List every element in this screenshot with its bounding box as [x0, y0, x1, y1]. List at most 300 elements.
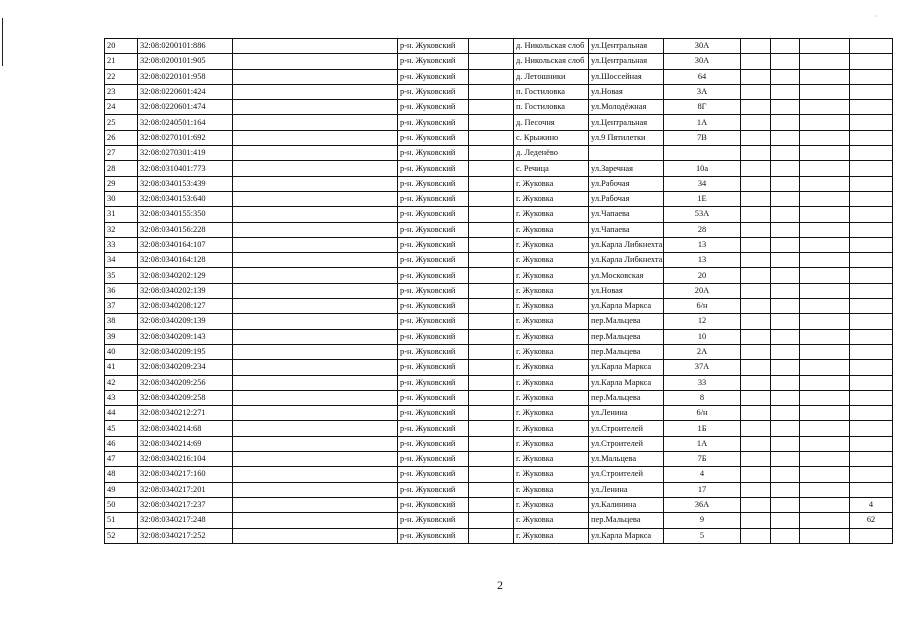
blank-cell-cell: [233, 390, 398, 405]
row-number-cell: 36: [105, 283, 138, 298]
blank-cell-cell: [741, 528, 771, 543]
cadastral-number-cell: 32:08:0340217:160: [138, 467, 233, 482]
house-number-cell: 12: [664, 314, 741, 329]
district-cell: р-н. Жуковский: [398, 283, 469, 298]
blank-cell-cell: [771, 513, 800, 528]
row-number-cell: 25: [105, 115, 138, 130]
house-number-cell: 53А: [664, 207, 741, 222]
table-row: [105, 513, 893, 528]
blank-cell-cell: [771, 268, 800, 283]
blank-cell-cell: [800, 84, 850, 99]
extra-value-cell: [850, 54, 893, 69]
blank-cell-cell: [233, 406, 398, 421]
table-row: [105, 115, 893, 130]
blank-cell-cell: [741, 253, 771, 268]
table-row: [105, 84, 893, 99]
blank-cell-cell: [741, 100, 771, 115]
house-number-cell: 10: [664, 329, 741, 344]
district-cell: р-н. Жуковский: [398, 84, 469, 99]
settlement-cell: г. Жуковка: [514, 314, 589, 329]
row-number-cell: 51: [105, 513, 138, 528]
cadastral-number-cell: 32:08:0340217:237: [138, 497, 233, 512]
street-cell: пер.Мальцева: [589, 329, 664, 344]
settlement-cell: г. Жуковка: [514, 299, 589, 314]
settlement-cell: г. Жуковка: [514, 513, 589, 528]
table-row: [105, 191, 893, 206]
blank-cell-cell: [233, 146, 398, 161]
cadastral-register-table: [104, 38, 893, 544]
blank-cell-cell: [741, 237, 771, 252]
blank-cell-cell: [771, 467, 800, 482]
district-cell: р-н. Жуковский: [398, 176, 469, 191]
blank-cell-cell: [469, 360, 514, 375]
table-row: [105, 329, 893, 344]
blank-cell-cell: [741, 176, 771, 191]
cadastral-number-cell: 32:08:0240501:164: [138, 115, 233, 130]
row-number-cell: 46: [105, 436, 138, 451]
blank-cell-cell: [800, 69, 850, 84]
blank-cell-cell: [800, 497, 850, 512]
table-row: [105, 268, 893, 283]
extra-value-cell: [850, 283, 893, 298]
table-row: [105, 207, 893, 222]
blank-cell-cell: [741, 513, 771, 528]
settlement-cell: г. Жуковка: [514, 329, 589, 344]
blank-cell-cell: [233, 375, 398, 390]
table-row: [105, 375, 893, 390]
street-cell: ул.Заречная: [589, 161, 664, 176]
house-number-cell: 8: [664, 390, 741, 405]
blank-cell-cell: [233, 467, 398, 482]
house-number-cell: 3А: [664, 84, 741, 99]
table-row: [105, 360, 893, 375]
blank-cell-cell: [771, 237, 800, 252]
blank-cell-cell: [233, 54, 398, 69]
house-number-cell: 20: [664, 268, 741, 283]
district-cell: р-н. Жуковский: [398, 375, 469, 390]
row-number-cell: 37: [105, 299, 138, 314]
house-number-cell: 7Б: [664, 452, 741, 467]
street-cell: ул.Чапаева: [589, 207, 664, 222]
blank-cell-cell: [800, 161, 850, 176]
blank-cell-cell: [233, 329, 398, 344]
house-number-cell: 37А: [664, 360, 741, 375]
settlement-cell: г. Жуковка: [514, 360, 589, 375]
row-number-cell: 24: [105, 100, 138, 115]
blank-cell-cell: [233, 528, 398, 543]
table-row: [105, 176, 893, 191]
street-cell: пер.Мальцева: [589, 344, 664, 359]
district-cell: р-н. Жуковский: [398, 100, 469, 115]
extra-value-cell: [850, 84, 893, 99]
extra-value-cell: [850, 482, 893, 497]
extra-value-cell: [850, 452, 893, 467]
street-cell: ул.Ленина: [589, 482, 664, 497]
blank-cell-cell: [741, 84, 771, 99]
blank-cell-cell: [771, 222, 800, 237]
street-cell: ул.Карла Либкнехта: [589, 253, 664, 268]
margin-mark: [2, 18, 3, 66]
blank-cell-cell: [800, 207, 850, 222]
house-number-cell: 5: [664, 528, 741, 543]
extra-value-cell: [850, 39, 893, 54]
cadastral-number-cell: 32:08:0340164:107: [138, 237, 233, 252]
row-number-cell: 20: [105, 39, 138, 54]
extra-value-cell: [850, 375, 893, 390]
blank-cell-cell: [469, 191, 514, 206]
cadastral-number-cell: 32:08:0340202:139: [138, 283, 233, 298]
blank-cell-cell: [233, 207, 398, 222]
extra-value-cell: [850, 268, 893, 283]
blank-cell-cell: [800, 39, 850, 54]
settlement-cell: г. Жуковка: [514, 222, 589, 237]
row-number-cell: 50: [105, 497, 138, 512]
row-number-cell: 39: [105, 329, 138, 344]
table-row: [105, 161, 893, 176]
street-cell: [589, 146, 664, 161]
blank-cell-cell: [233, 436, 398, 451]
table-row: [105, 146, 893, 161]
blank-cell-cell: [233, 253, 398, 268]
table-row: [105, 237, 893, 252]
blank-cell-cell: [771, 299, 800, 314]
street-cell: пер.Мальцева: [589, 513, 664, 528]
table-row: [105, 54, 893, 69]
blank-cell-cell: [233, 191, 398, 206]
blank-cell-cell: [771, 452, 800, 467]
extra-value-cell: 4: [850, 497, 893, 512]
street-cell: ул.Молодёжная: [589, 100, 664, 115]
district-cell: р-н. Жуковский: [398, 344, 469, 359]
district-cell: р-н. Жуковский: [398, 452, 469, 467]
blank-cell-cell: [800, 452, 850, 467]
blank-cell-cell: [233, 497, 398, 512]
row-number-cell: 40: [105, 344, 138, 359]
district-cell: р-н. Жуковский: [398, 237, 469, 252]
settlement-cell: г. Жуковка: [514, 528, 589, 543]
blank-cell-cell: [800, 467, 850, 482]
table-row: [105, 299, 893, 314]
blank-cell-cell: [800, 299, 850, 314]
blank-cell-cell: [469, 421, 514, 436]
house-number-cell: 30А: [664, 54, 741, 69]
table-row: [105, 406, 893, 421]
district-cell: р-н. Жуковский: [398, 146, 469, 161]
blank-cell-cell: [800, 130, 850, 145]
street-cell: ул.Московская: [589, 268, 664, 283]
blank-cell-cell: [469, 283, 514, 298]
extra-value-cell: [850, 146, 893, 161]
house-number-cell: 30А: [664, 39, 741, 54]
house-number-cell: 4: [664, 467, 741, 482]
cadastral-number-cell: 32:08:0340202:129: [138, 268, 233, 283]
house-number-cell: 36А: [664, 497, 741, 512]
extra-value-cell: 62: [850, 513, 893, 528]
table-body: [105, 39, 893, 544]
house-number-cell: 34: [664, 176, 741, 191]
blank-cell-cell: [233, 100, 398, 115]
table-row: [105, 39, 893, 54]
blank-cell-cell: [771, 375, 800, 390]
district-cell: р-н. Жуковский: [398, 497, 469, 512]
blank-cell-cell: [469, 482, 514, 497]
district-cell: р-н. Жуковский: [398, 482, 469, 497]
house-number-cell: 33: [664, 375, 741, 390]
extra-value-cell: [850, 207, 893, 222]
blank-cell-cell: [469, 268, 514, 283]
district-cell: р-н. Жуковский: [398, 253, 469, 268]
blank-cell-cell: [771, 497, 800, 512]
blank-cell-cell: [469, 237, 514, 252]
cadastral-number-cell: 32:08:0340209:256: [138, 375, 233, 390]
blank-cell-cell: [741, 497, 771, 512]
district-cell: р-н. Жуковский: [398, 115, 469, 130]
blank-cell-cell: [741, 390, 771, 405]
street-cell: ул.Строителей: [589, 467, 664, 482]
district-cell: р-н. Жуковский: [398, 406, 469, 421]
blank-cell-cell: [800, 314, 850, 329]
street-cell: ул.Шоссейная: [589, 69, 664, 84]
cadastral-number-cell: 32:08:0340153:640: [138, 191, 233, 206]
settlement-cell: г. Жуковка: [514, 344, 589, 359]
settlement-cell: г. Жуковка: [514, 421, 589, 436]
blank-cell-cell: [233, 299, 398, 314]
settlement-cell: с. Крыжино: [514, 130, 589, 145]
table-row: [105, 222, 893, 237]
page-number: 2: [497, 578, 503, 592]
blank-cell-cell: [800, 176, 850, 191]
settlement-cell: г. Жуковка: [514, 390, 589, 405]
table-row: [105, 452, 893, 467]
blank-cell-cell: [741, 69, 771, 84]
extra-value-cell: [850, 130, 893, 145]
table-row: [105, 283, 893, 298]
district-cell: р-н. Жуковский: [398, 130, 469, 145]
district-cell: р-н. Жуковский: [398, 39, 469, 54]
blank-cell-cell: [771, 344, 800, 359]
blank-cell-cell: [800, 100, 850, 115]
table-row: [105, 528, 893, 543]
house-number-cell: 17: [664, 482, 741, 497]
row-number-cell: 33: [105, 237, 138, 252]
blank-cell-cell: [741, 482, 771, 497]
blank-cell-cell: [469, 161, 514, 176]
blank-cell-cell: [741, 130, 771, 145]
cadastral-number-cell: 32:08:0340212:271: [138, 406, 233, 421]
district-cell: р-н. Жуковский: [398, 513, 469, 528]
blank-cell-cell: [469, 207, 514, 222]
table-row: [105, 253, 893, 268]
blank-cell-cell: [233, 452, 398, 467]
street-cell: ул.Чапаева: [589, 222, 664, 237]
table-row: [105, 467, 893, 482]
district-cell: р-н. Жуковский: [398, 421, 469, 436]
blank-cell-cell: [800, 513, 850, 528]
settlement-cell: д. Леденёво: [514, 146, 589, 161]
blank-cell-cell: [469, 54, 514, 69]
street-cell: ул.Карла Маркса: [589, 375, 664, 390]
blank-cell-cell: [741, 54, 771, 69]
blank-cell-cell: [233, 39, 398, 54]
street-cell: ул.Карла Маркса: [589, 528, 664, 543]
settlement-cell: г. Жуковка: [514, 436, 589, 451]
row-number-cell: 28: [105, 161, 138, 176]
settlement-cell: д. Никольская слоб: [514, 54, 589, 69]
blank-cell-cell: [771, 84, 800, 99]
cadastral-number-cell: 32:08:0340209:234: [138, 360, 233, 375]
blank-cell-cell: [233, 222, 398, 237]
blank-cell-cell: [800, 390, 850, 405]
table-row: [105, 390, 893, 405]
row-number-cell: 27: [105, 146, 138, 161]
house-number-cell: 20А: [664, 283, 741, 298]
blank-cell-cell: [469, 375, 514, 390]
blank-cell-cell: [771, 100, 800, 115]
street-cell: пер.Мальцева: [589, 390, 664, 405]
cadastral-number-cell: 32:08:0340155:350: [138, 207, 233, 222]
blank-cell-cell: [800, 482, 850, 497]
blank-cell-cell: [469, 314, 514, 329]
blank-cell-cell: [233, 344, 398, 359]
cadastral-number-cell: 32:08:0220601:474: [138, 100, 233, 115]
row-number-cell: 34: [105, 253, 138, 268]
row-number-cell: 42: [105, 375, 138, 390]
blank-cell-cell: [771, 39, 800, 54]
blank-cell-cell: [469, 299, 514, 314]
house-number-cell: 7В: [664, 130, 741, 145]
blank-cell-cell: [800, 54, 850, 69]
cadastral-number-cell: 32:08:0270301:419: [138, 146, 233, 161]
settlement-cell: п. Гостиловка: [514, 100, 589, 115]
settlement-cell: г. Жуковка: [514, 268, 589, 283]
district-cell: р-н. Жуковский: [398, 467, 469, 482]
house-number-cell: 1Е: [664, 191, 741, 206]
row-number-cell: 26: [105, 130, 138, 145]
district-cell: р-н. Жуковский: [398, 360, 469, 375]
row-number-cell: 22: [105, 69, 138, 84]
house-number-cell: 1А: [664, 115, 741, 130]
street-cell: ул.9 Пятилетки: [589, 130, 664, 145]
blank-cell-cell: [741, 299, 771, 314]
blank-cell-cell: [233, 115, 398, 130]
cadastral-number-cell: 32:08:0200101:905: [138, 54, 233, 69]
settlement-cell: г. Жуковка: [514, 452, 589, 467]
row-number-cell: 21: [105, 54, 138, 69]
extra-value-cell: [850, 161, 893, 176]
row-number-cell: 48: [105, 467, 138, 482]
district-cell: р-н. Жуковский: [398, 299, 469, 314]
table-row: [105, 436, 893, 451]
table-row: [105, 100, 893, 115]
extra-value-cell: [850, 406, 893, 421]
house-number-cell: 2А: [664, 344, 741, 359]
street-cell: ул.Карла Либкнехта: [589, 237, 664, 252]
blank-cell-cell: [233, 314, 398, 329]
blank-cell-cell: [469, 222, 514, 237]
blank-cell-cell: [800, 344, 850, 359]
table-row: [105, 344, 893, 359]
street-cell: ул.Центральная: [589, 39, 664, 54]
extra-value-cell: [850, 314, 893, 329]
blank-cell-cell: [771, 314, 800, 329]
blank-cell-cell: [469, 467, 514, 482]
blank-cell-cell: [771, 176, 800, 191]
blank-cell-cell: [469, 39, 514, 54]
settlement-cell: д. Никольская слоб: [514, 39, 589, 54]
blank-cell-cell: [741, 283, 771, 298]
blank-cell-cell: [771, 421, 800, 436]
blank-cell-cell: [233, 69, 398, 84]
district-cell: р-н. Жуковский: [398, 314, 469, 329]
district-cell: р-н. Жуковский: [398, 528, 469, 543]
district-cell: р-н. Жуковский: [398, 191, 469, 206]
district-cell: р-н. Жуковский: [398, 222, 469, 237]
district-cell: р-н. Жуковский: [398, 329, 469, 344]
extra-value-cell: [850, 253, 893, 268]
blank-cell-cell: [771, 329, 800, 344]
extra-value-cell: [850, 100, 893, 115]
blank-cell-cell: [233, 482, 398, 497]
cadastral-number-cell: 32:08:0310401:773: [138, 161, 233, 176]
blank-cell-cell: [800, 253, 850, 268]
settlement-cell: г. Жуковка: [514, 237, 589, 252]
extra-value-cell: [850, 436, 893, 451]
street-cell: ул.Ленина: [589, 406, 664, 421]
settlement-cell: с. Речица: [514, 161, 589, 176]
house-number-cell: 13: [664, 253, 741, 268]
blank-cell-cell: [469, 84, 514, 99]
row-number-cell: 35: [105, 268, 138, 283]
blank-cell-cell: [741, 115, 771, 130]
blank-cell-cell: [469, 406, 514, 421]
blank-cell-cell: [469, 253, 514, 268]
street-cell: ул.Карла Маркса: [589, 360, 664, 375]
blank-cell-cell: [741, 344, 771, 359]
extra-value-cell: [850, 421, 893, 436]
blank-cell-cell: [741, 436, 771, 451]
extra-value-cell: [850, 528, 893, 543]
district-cell: р-н. Жуковский: [398, 436, 469, 451]
street-cell: ул.Рабочая: [589, 191, 664, 206]
house-number-cell: 64: [664, 69, 741, 84]
street-cell: ул.Карла Маркса: [589, 299, 664, 314]
blank-cell-cell: [233, 237, 398, 252]
blank-cell-cell: [469, 390, 514, 405]
extra-value-cell: [850, 360, 893, 375]
cadastral-number-cell: 32:08:0340164:128: [138, 253, 233, 268]
blank-cell-cell: [771, 528, 800, 543]
extra-value-cell: [850, 191, 893, 206]
house-number-cell: 1Б: [664, 421, 741, 436]
extra-value-cell: [850, 176, 893, 191]
district-cell: р-н. Жуковский: [398, 69, 469, 84]
blank-cell-cell: [741, 39, 771, 54]
row-number-cell: 43: [105, 390, 138, 405]
street-cell: ул.Калинина: [589, 497, 664, 512]
blank-cell-cell: [233, 283, 398, 298]
blank-cell-cell: [233, 268, 398, 283]
extra-value-cell: [850, 69, 893, 84]
row-number-cell: 32: [105, 222, 138, 237]
blank-cell-cell: [771, 283, 800, 298]
blank-cell-cell: [233, 84, 398, 99]
blank-cell-cell: [800, 268, 850, 283]
blank-cell-cell: [741, 360, 771, 375]
blank-cell-cell: [771, 191, 800, 206]
house-number-cell: 6/н: [664, 406, 741, 421]
blank-cell-cell: [741, 421, 771, 436]
district-cell: р-н. Жуковский: [398, 161, 469, 176]
